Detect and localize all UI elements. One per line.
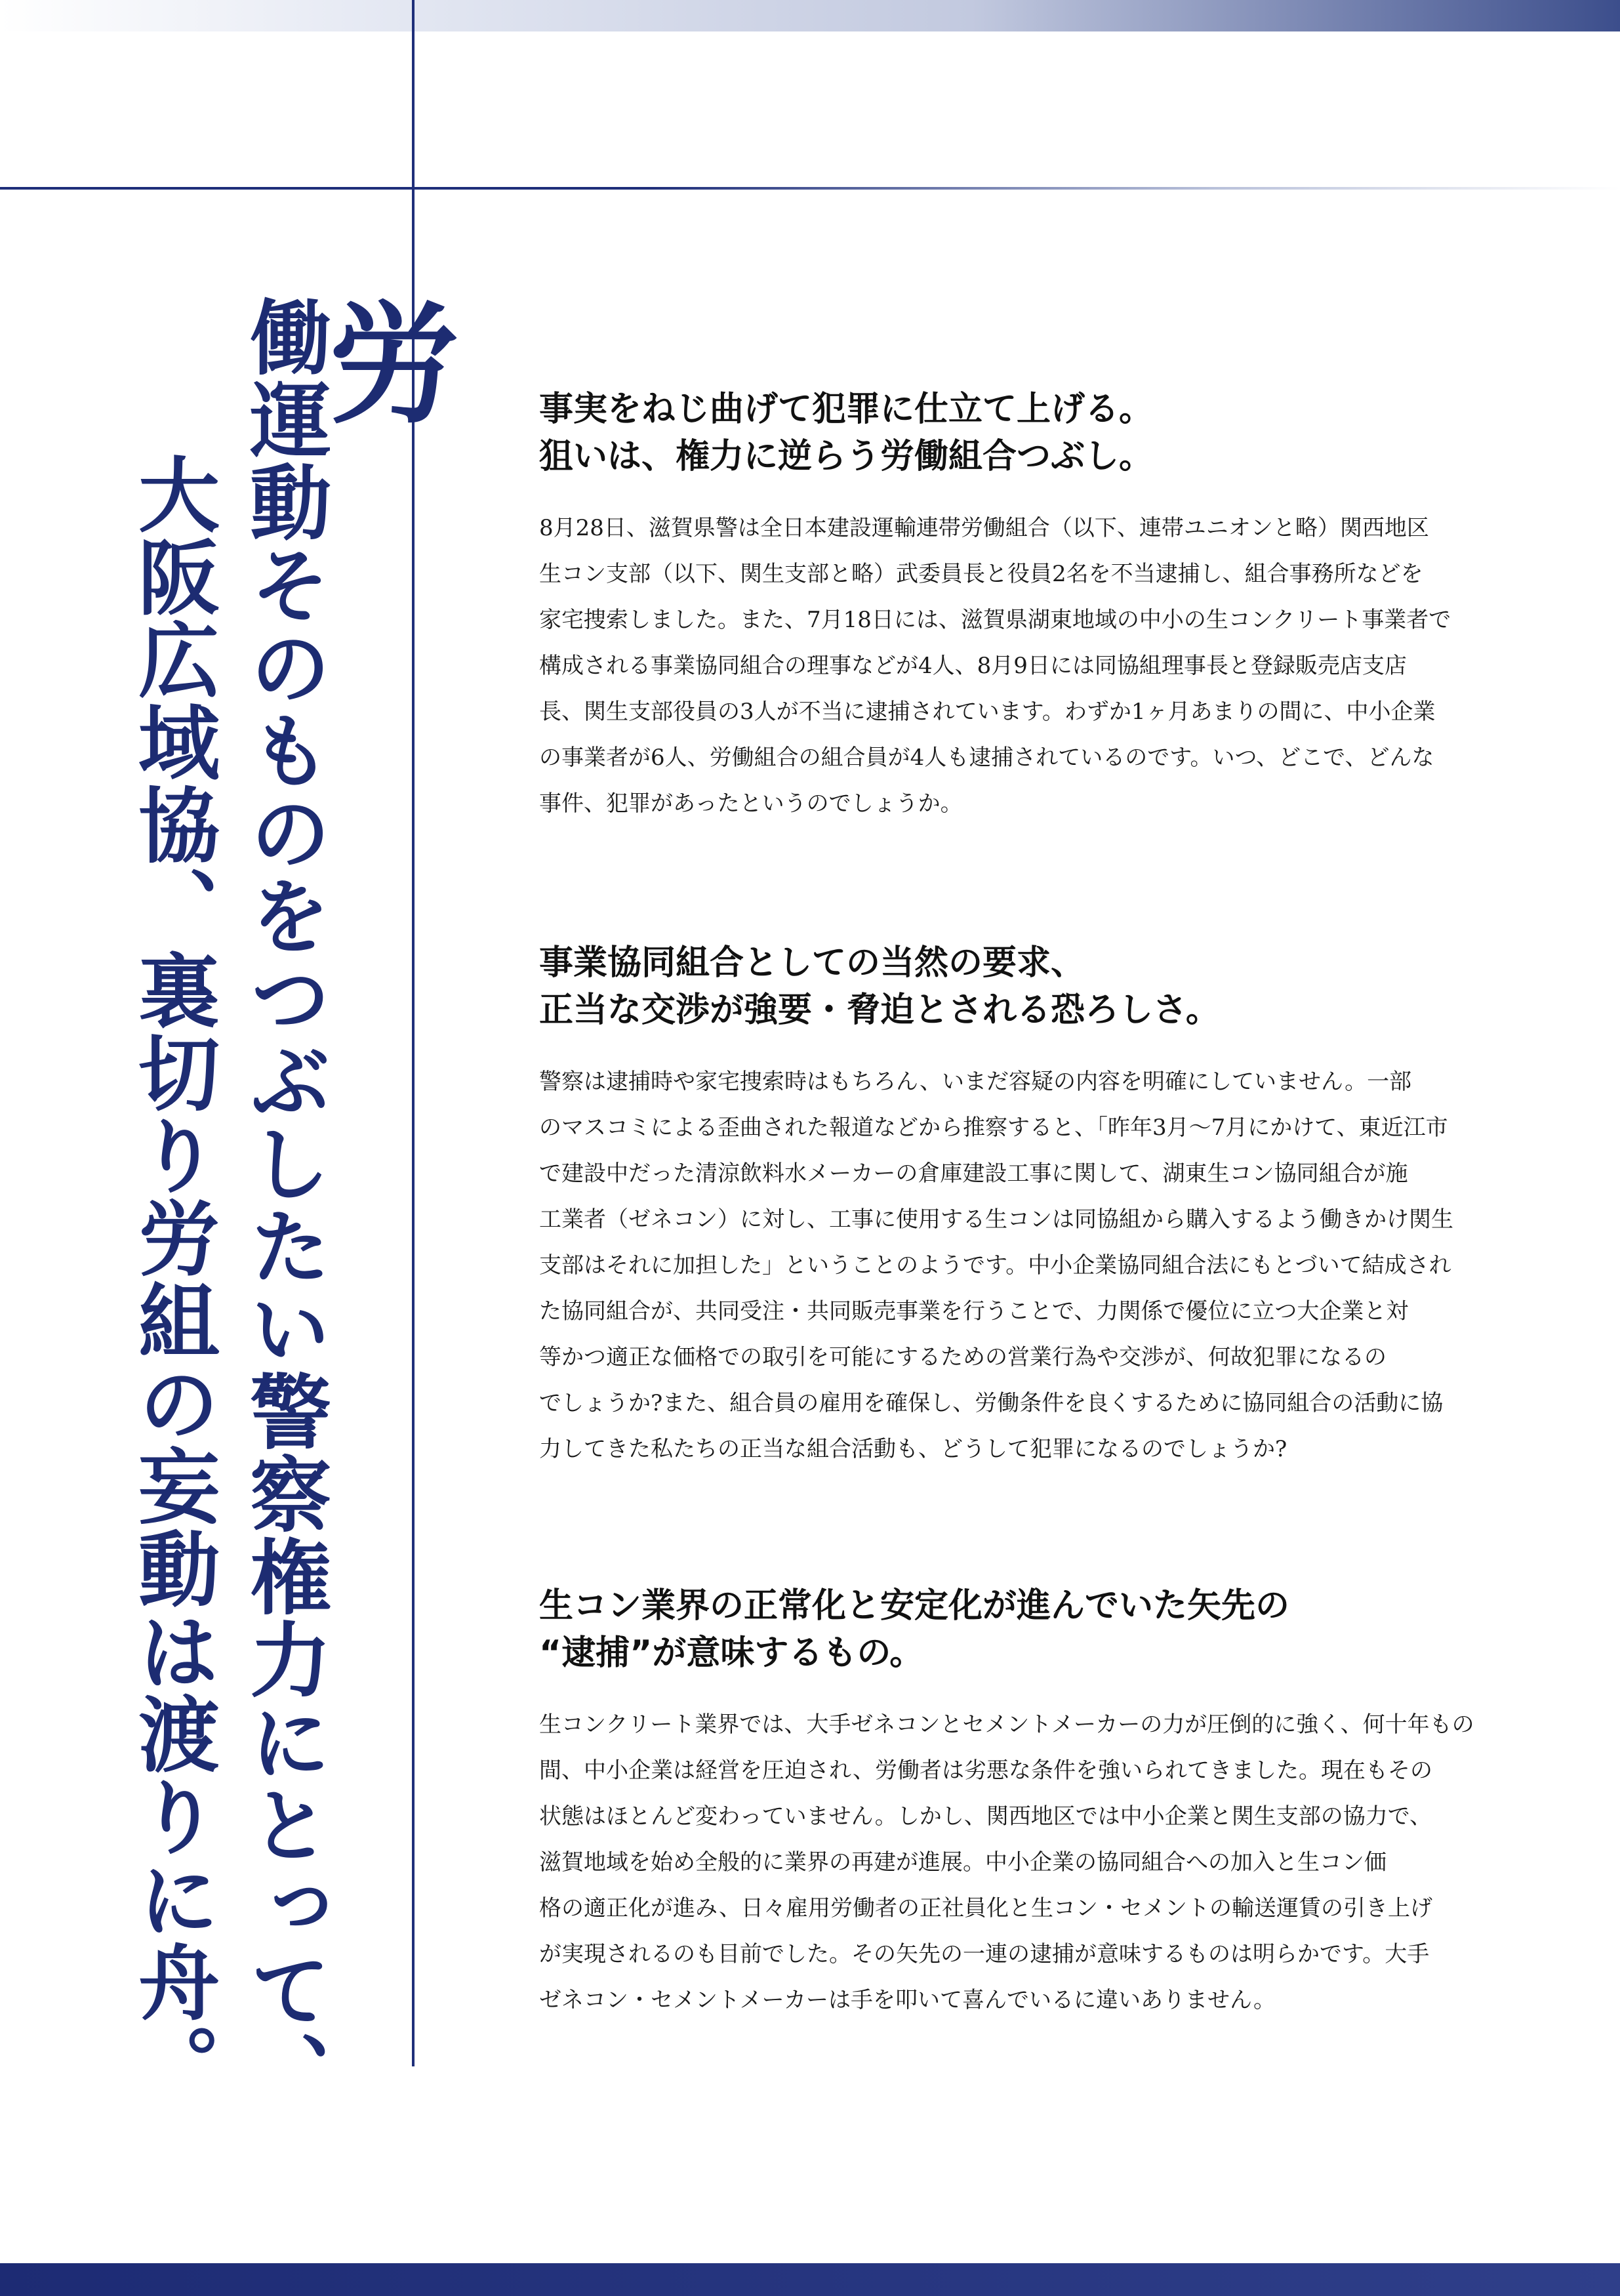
body-line: ゼネコン・セメントメーカーは手を叩いて喜んでいるに違いありません。 [539, 1987, 1276, 2013]
headline-column-2 [125, 453, 220, 2106]
body-line: 支部はそれに加担した」ということのようです。中小企業協同組合法にもとづいて結成され [539, 1252, 1451, 1279]
headline-initial: 労 [306, 295, 460, 428]
body-line: 状態はほとんど変わっていません。しかし、関西地区では中小企業と関生支部の協力で、 [539, 1803, 1432, 1830]
section-body [539, 505, 1484, 827]
body-line: 力してきた私たちの正当な組合活動も、どうして犯罪になるのでしょうか? [539, 1436, 1287, 1462]
section-heading [539, 939, 1484, 1034]
body-line: 警察は逮捕時や家宅捜索時はもちろん、いまだ容疑の内容を明確にしていません。一部 [539, 1069, 1412, 1095]
heading-line: 狙いは、権力に逆らう労働組合つぶし。 [539, 437, 1154, 476]
headline-line-1: 働運動そのものをつぶしたい警察権力にとって、 [236, 295, 331, 2114]
top-decorative-band [0, 0, 1620, 31]
body-line: 格の適正化が進み、日々雇用労働者の正社員化と生コン・セメントの輸送運賃の引き上げ [539, 1895, 1433, 1921]
section-body [539, 1702, 1484, 2023]
body-line: 家宅捜索しました。また、7月18日には、滋賀県湖東地域の中小の生コンクリート事業者で [539, 607, 1451, 633]
heading-line: 事実をねじ曲げて犯罪に仕立て上げる。 [539, 390, 1154, 429]
body-line: 生コンクリート業界では、大手ゼネコンとセメントメーカーの力が圧倒的に強く、何十年もの [539, 1712, 1474, 1738]
body-line: の事業者が6人、労働組合の組合員が4人も逮捕されているのです。いつ、どこで、どんな [539, 745, 1434, 771]
article-section-3 [539, 1582, 1484, 2023]
body-line: 長、関生支部役員の3人が不当に逮捕されています。わずか1ヶ月あまりの間に、中小企業 [539, 699, 1436, 725]
article-section-1 [539, 386, 1484, 827]
heading-line: 事業協同組合としての当然の要求、 [539, 943, 1085, 983]
heading-line: 生コン業界の正常化と安定化が進んでいた矢先の [539, 1586, 1290, 1626]
body-line: で建設中だった清涼飲料水メーカーの倉庫建設工事に関して、湖東生コン協同組合が施 [539, 1160, 1408, 1187]
heading-line: “逮捕”が意味するもの。 [539, 1633, 924, 1673]
body-line: 事件、犯罪があったというのでしょうか。 [539, 790, 963, 817]
body-line: 構成される事業協同組合の理事などが4人、8月9日には同協組理事長と登録販売店支店 [539, 653, 1407, 679]
bottom-decorative-band [0, 2263, 1620, 2296]
body-line: が実現されるのも目前でした。その矢先の一連の逮捕が意味するものは明らかです。大手 [539, 1941, 1430, 1967]
body-line: のマスコミによる歪曲された報道などから推察すると、「昨年3月〜7月にかけて、東近江市 [539, 1115, 1448, 1141]
headline-line-2: 大阪広域協、裏切り労組の妄動は渡りに舟。 [125, 453, 220, 2106]
section-body [539, 1059, 1484, 1472]
heading-line: 正当な交渉が強要・脅迫とされる恐ろしさ。 [539, 991, 1220, 1030]
body-line: 生コン支部（以下、関生支部と略）武委員長と役員2名を不当逮捕し、組合事務所などを [539, 561, 1423, 587]
section-heading [539, 386, 1484, 480]
body-line: た協同組合が、共同受注・共同販売事業を行うことで、力関係で優位に立つ大企業と対 [539, 1298, 1409, 1324]
body-line: 工業者（ゼネコン）に対し、工事に使用する生コンは同協組から購入するよう働きかけ関生 [539, 1206, 1453, 1233]
body-line: 等かつ適正な価格での取引を可能にするための営業行為や交渉が、何故犯罪になるの [539, 1344, 1387, 1370]
body-line: でしょうか?また、組合員の雇用を確保し、労働条件を良くするために協同組合の活動に協 [539, 1390, 1444, 1416]
body-line: 8月28日、滋賀県警は全日本建設運輸連帯労働組合（以下、連帯ユニオンと略）関西地区 [539, 515, 1429, 541]
article-section-2 [539, 939, 1484, 1472]
body-line: 滋賀地域を始め全般的に業界の再建が進展。中小企業の協同組合への加入と生コン価 [539, 1849, 1387, 1876]
section-heading [539, 1582, 1484, 1677]
body-line: 間、中小企業は経営を圧迫され、労働者は劣悪な条件を強いられてきました。現在もその [539, 1757, 1433, 1784]
headline-column-1 [236, 295, 460, 2114]
horizontal-rule [0, 187, 1620, 190]
